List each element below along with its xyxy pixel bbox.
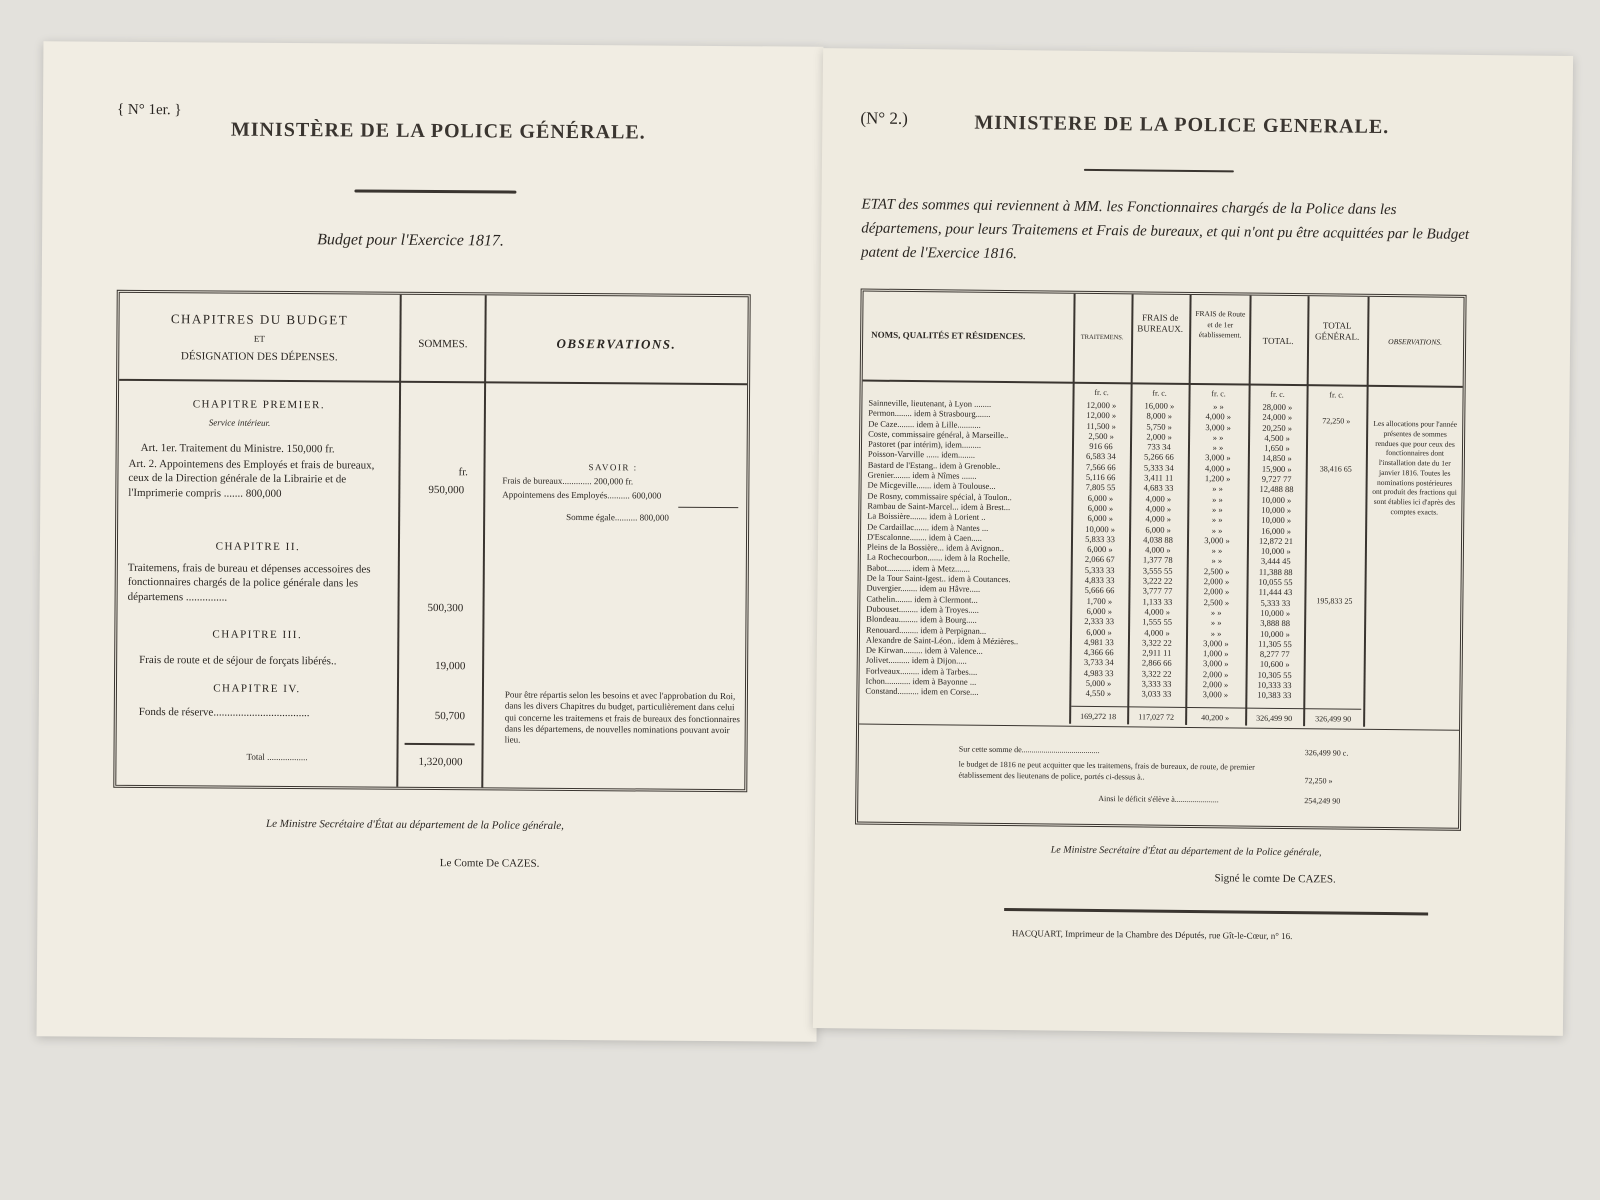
row-value: 10,000 » — [1261, 514, 1292, 526]
printer-rule — [1004, 908, 1428, 915]
page-number-left: { N° 1er. } — [116, 101, 182, 119]
ch1-fr: fr. — [458, 466, 469, 479]
row-value: 24,000 » — [1262, 412, 1293, 423]
ch1-art1: Art. 1er. Traitement du Ministre. 150,000 fr. — [140, 441, 335, 456]
row-name: Bastard de l'Estang.. idem à Grenoble.. — [867, 459, 1001, 471]
ch2-title: CHAPITRE II. — [215, 540, 301, 554]
printer-imprint: HACQUART, Imprimeur de la Chambre des Députés, rue Gît-le-Cœur, n° 16. — [1011, 928, 1293, 942]
ch2-sum: 500,300 — [427, 601, 464, 615]
total-general-3: 195,833 25 — [1316, 596, 1353, 606]
row-value: 3,000 » — [1202, 689, 1229, 700]
row-value: 2,500 » — [1203, 565, 1230, 577]
row-value: » » — [1211, 524, 1223, 535]
row-value: 1,000 » — [1203, 648, 1229, 659]
row-value: 2,000 » — [1203, 576, 1230, 587]
row-name: Blondeau......... idem à Bourg..... — [866, 613, 977, 625]
etat-rows-body — [863, 398, 1306, 701]
ch4-sum: 50,700 — [434, 710, 466, 723]
row-name: De Cardaillac....... idem à Nantes ... — [867, 521, 989, 533]
ch4-text: Fonds de réserve................................... — [138, 705, 310, 720]
left-page — [37, 41, 824, 1041]
row-value: 8,277 77 — [1259, 648, 1290, 660]
ch1-art2: Art. 2. Appointemens des Employés et frais de bureaux, ceux de la Direction générale de la Librairie et de l'Imprimerie compris ....... 800,000 — [128, 457, 375, 500]
row-name: De Micgeville....... idem à Toulouse... — [867, 479, 996, 492]
row-value: 10,055 55 — [1258, 576, 1293, 588]
row-value: 16,000 » — [1144, 400, 1175, 411]
etat-description: ETAT des sommes qui reviennent à MM. les Fonctionnaires chargés de la Police dans les départemens, pour leurs Traitemens et Frais de bureaux, et qui n'ont pu être acquittées par le Budget patent de l'Exercice 1816. — [860, 196, 1470, 263]
row-value: » » — [1210, 617, 1222, 628]
row-value: 3,733 34 — [1083, 657, 1114, 668]
budget-title: Budget pour l'Exercice 1817. — [317, 231, 504, 250]
row-value: 5,750 » — [1146, 421, 1173, 432]
row-value: 4,038 88 — [1143, 534, 1173, 545]
head-total: TOTAL. — [1262, 335, 1294, 347]
head-observations: OBSERVATIONS. — [556, 335, 677, 352]
row-value: 1,650 » — [1264, 442, 1290, 454]
col-divider-2 — [481, 295, 486, 787]
ministry-title-right: MINISTERE DE LA POLICE GENERALE. — [974, 111, 1390, 139]
head-sommes: SOMMES. — [418, 337, 468, 351]
sum-total: 326,499 90 — [1256, 713, 1293, 724]
row-name: D'Escalonne........ idem à Caen..... — [866, 531, 982, 543]
row-value: 2,500 » — [1088, 430, 1114, 442]
row-value: » » — [1211, 545, 1223, 556]
row-value: 4,833 33 — [1084, 574, 1115, 586]
head-observations-right: OBSERVATIONS. — [1388, 337, 1443, 347]
sum-etablissement: 40,200 » — [1201, 713, 1230, 723]
units-frais: fr. c. — [1152, 388, 1167, 398]
total-label: Total .................. — [246, 751, 308, 763]
row-name: Pastoret (par intérim), idem......... — [867, 438, 982, 450]
row-value: » » — [1210, 627, 1222, 638]
row-value: 4,000 » — [1145, 513, 1172, 525]
ch1-sum: 950,000 — [428, 483, 465, 497]
row-value: 1,133 33 — [1142, 596, 1173, 607]
row-value: 4,000 » — [1205, 411, 1232, 422]
row-value: 4,000 » — [1144, 606, 1171, 617]
foot-line-3: Ainsi le déficit s'élève à...................... — [1098, 794, 1219, 805]
title-rule-right — [1084, 169, 1234, 173]
row-value: » » — [1212, 493, 1223, 504]
etat-table — [855, 289, 1467, 831]
row-name: Pleins de la Bossière... idem à Avignon.. — [866, 541, 1004, 554]
row-name: Babot........... idem à Metz....... — [866, 562, 970, 574]
ministry-title-left: MINISTÈRE DE LA POLICE GÉNÉRALE. — [230, 118, 646, 144]
etat-col-6 — [1363, 297, 1370, 727]
row-value: » » — [1213, 401, 1224, 412]
row-value: » » — [1212, 483, 1223, 494]
row-value: 4,000 » — [1145, 493, 1172, 504]
etat-observation: Les allocations pour l'année présentes de sommes rendues que pour ceux des fonctionnaires dont l'installation date du 1er janvier 1816. Toutes les nominations postérieures ont produit des fractions qui sont établies ici d'après des comptes exacts. — [1372, 418, 1458, 517]
row-value: 2,911 11 — [1142, 647, 1172, 658]
row-value: 5,833 33 — [1085, 533, 1115, 545]
row-value: 3,322 22 — [1142, 637, 1172, 648]
row-name: Coste, commissaire général, à Marseille.. — [868, 428, 1009, 440]
etat-bottom-rule — [859, 724, 1459, 731]
row-value: » » — [1212, 432, 1224, 443]
row-name: Grenier........ idem à Nîmes ....... — [867, 469, 977, 481]
row-value: » » — [1211, 514, 1223, 525]
row-value: 7,566 66 — [1085, 461, 1116, 472]
row-value: » » — [1210, 607, 1222, 618]
row-value: 1,700 » — [1086, 595, 1113, 606]
row-value: 4,550 » — [1085, 688, 1112, 699]
total-sum: 1,320,000 — [418, 755, 463, 769]
signature-line-left: Le Ministre Secrétaire d'État au département de la Police générale, — [265, 817, 564, 832]
signature-line-right: Le Ministre Secrétaire d'État au département de la Police générale, — [1050, 844, 1322, 859]
units-etablissement: fr. c. — [1211, 389, 1226, 399]
row-value: 3,777 77 — [1142, 585, 1173, 597]
row-value: 2,333 33 — [1084, 616, 1115, 627]
head-noms: NOMS, QUALITÉS ET RÉSIDENCES. — [871, 329, 1026, 342]
total-general-2: 38,416 65 — [1319, 464, 1352, 474]
row-name: Cathelin........ idem à Clermont... — [866, 593, 978, 605]
row-value: 10,383 33 — [1257, 689, 1292, 701]
row-name: La Boissière........ idem à Lorient .. — [867, 510, 986, 523]
row-value: 10,333 33 — [1257, 679, 1292, 691]
row-name: Rambau de Saint-Marcel... idem à Brest... — [867, 500, 1011, 513]
signature-name-left: Le Comte De CAZES. — [439, 857, 540, 870]
row-value: 9,727 77 — [1261, 473, 1292, 485]
row-value: 916 66 — [1089, 441, 1113, 452]
row-value: 3,000 » — [1203, 637, 1229, 649]
head-traitemens: TRAITEMENS. — [1080, 333, 1124, 342]
row-value: 3,333 33 — [1141, 678, 1172, 689]
foot-line-1: Sur cette somme de....................................... — [958, 744, 1100, 756]
ch1-subtitle: Service intérieur. — [208, 417, 271, 428]
row-name: De Caze........ idem à Lille........... — [868, 418, 981, 430]
row-value: 2,866 66 — [1141, 657, 1172, 669]
row-value: 3,888 88 — [1260, 617, 1291, 629]
row-value: 10,000 » — [1085, 523, 1116, 534]
row-value: 11,500 » — [1086, 420, 1116, 431]
row-value: 10,000 » — [1260, 545, 1291, 557]
row-value: 5,333 33 — [1084, 564, 1115, 575]
row-name: Jolivet.......... idem à Dijon..... — [865, 655, 967, 667]
head-chapitres-1: CHAPITRES DU BUDGET — [170, 311, 349, 328]
ch4-observation: Pour être répartis selon les besoins et avec l'approbation du Roi, dans les divers Chapitres du budget, particulièrement dans celui qui concerne les traitemens et frais de bureaux des fonctionnaires dans les départemens, de nouvelles nominations pouvant avoir lieu. — [504, 689, 740, 745]
row-value: 14,850 » — [1261, 453, 1292, 464]
row-name: De Kirwan......... idem à Valence... — [865, 644, 983, 656]
obs-rule — [678, 507, 738, 508]
row-value: 8,000 » — [1146, 410, 1173, 422]
header-rule — [119, 379, 747, 385]
row-value: 5,116 66 — [1085, 471, 1116, 483]
obs-savoir: SAVOIR : — [588, 462, 638, 473]
row-value: 4,000 » — [1144, 627, 1170, 638]
row-value: 6,000 » — [1086, 605, 1113, 617]
right-page — [813, 48, 1573, 1036]
row-value: » » — [1212, 442, 1224, 453]
row-name: Dubouset......... idem à Troyes..... — [866, 603, 979, 615]
ch1-title: CHAPITRE PREMIER. — [192, 398, 326, 412]
head-chapitres-3: DÉSIGNATION DES DÉPENSES. — [180, 350, 338, 364]
row-value: 4,000 » — [1145, 544, 1171, 555]
etat-header-rule — [863, 380, 1463, 388]
row-value: 12,000 » — [1086, 399, 1117, 411]
row-value: 2,066 67 — [1084, 554, 1115, 565]
row-name: Alexandre de Saint-Léon.. idem à Mézières.. — [865, 634, 1019, 647]
total-general-1: 72,250 » — [1322, 416, 1351, 426]
row-value: 1,555 55 — [1142, 616, 1173, 628]
row-value: 3,000 » — [1205, 421, 1232, 432]
row-value: 4,683 33 — [1143, 482, 1174, 494]
row-name: Ichon............ idem à Bayonne ... — [865, 675, 977, 687]
ch3-title: CHAPITRE III. — [212, 628, 303, 642]
row-value: 6,583 34 — [1085, 451, 1116, 462]
row-value: 20,250 » — [1262, 422, 1293, 433]
row-value: 3,322 22 — [1141, 668, 1172, 679]
obs-appointemens: Appointemens des Employés.......... 600,000 — [502, 489, 662, 501]
page-number-right: (N° 2.) — [860, 108, 908, 128]
row-value: 15,900 » — [1261, 463, 1292, 474]
budget-table — [113, 290, 750, 792]
row-value: 10,600 » — [1259, 659, 1290, 670]
row-value: 2,000 » — [1202, 668, 1229, 680]
row-value: 6,000 » — [1087, 544, 1113, 555]
row-value: » » — [1211, 555, 1223, 566]
row-value: 3,444 45 — [1260, 556, 1291, 567]
row-name: Duvergier........ idem au Hâvre..... — [866, 582, 981, 595]
row-value: 5,000 » — [1085, 677, 1112, 689]
row-value: 4,000 » — [1145, 503, 1172, 514]
head-frais-bureaux: FRAIS de BUREAUX. — [1137, 312, 1184, 335]
row-value: 10,000 » — [1261, 494, 1292, 505]
sum-frais: 117,027 72 — [1138, 712, 1175, 722]
row-value: 5,266 66 — [1143, 451, 1174, 463]
foot-value-1: 326,499 90 c. — [1304, 748, 1349, 758]
row-value: 28,000 » — [1262, 401, 1293, 413]
row-value: 4,500 » — [1264, 432, 1290, 443]
row-value: 2,000 » — [1203, 586, 1230, 597]
foot-value-3: 254,249 90 — [1304, 796, 1341, 806]
foot-value-2: 72,250 » — [1304, 776, 1333, 786]
ch4-title: CHAPITRE IV. — [213, 682, 301, 696]
row-value: 12,872 21 — [1258, 535, 1294, 546]
row-value: 12,000 » — [1086, 410, 1117, 421]
row-value: 1,200 » — [1204, 473, 1231, 484]
row-value: 6,000 » — [1087, 513, 1114, 524]
ch3-text: Frais de route et de séjour de forçats libérés.. — [139, 653, 337, 668]
row-value: 3,411 11 — [1144, 472, 1174, 483]
row-name: De la Tour Saint-Igest.. idem à Coutances. — [866, 572, 1011, 585]
row-value: 733 34 — [1147, 441, 1171, 452]
row-name: Permon........ idem à Strasbourg....... — [868, 407, 991, 420]
head-chapitres-2: ET — [253, 333, 265, 344]
ch2-text: Traitemens, frais de bureau et dépenses accessoires des fonctionnaires chargés de la police générale dans les départemens ............... — [127, 561, 371, 604]
row-value: 16,000 » — [1261, 525, 1292, 536]
row-name: Constand.......... idem en Corse.... — [865, 685, 979, 698]
row-name: Sainneville, lieutenant, à Lyon ........ — [868, 397, 992, 409]
etat-rows — [863, 398, 1306, 701]
row-value: 3,000 » — [1204, 534, 1230, 546]
row-value: 2,500 » — [1203, 596, 1230, 608]
row-value: 12,488 88 — [1259, 484, 1294, 495]
sum-total-general: 326,499 90 — [1315, 714, 1352, 724]
row-value: 6,000 » — [1087, 492, 1114, 503]
row-value: 4,983 33 — [1083, 667, 1114, 678]
units-total-general: fr. c. — [1329, 390, 1344, 400]
row-value: 10,000 » — [1261, 504, 1292, 515]
row-value: 3,222 22 — [1142, 575, 1173, 586]
row-value: 10,305 55 — [1257, 669, 1292, 680]
row-name: La Rochecourbon....... idem à la Rochelle. — [866, 552, 1011, 564]
row-value: 11,388 88 — [1258, 566, 1293, 577]
sum-traitemens: 169,272 18 — [1080, 711, 1117, 722]
row-value: 3,033 33 — [1141, 688, 1172, 700]
head-frais-etablissement: FRAIS de Route et de 1er établissement. — [1195, 309, 1246, 340]
head-total-general: TOTAL GÉNÉRAL. — [1314, 320, 1360, 342]
row-value: 3,555 55 — [1142, 565, 1173, 576]
row-value: 10,000 » — [1260, 628, 1290, 639]
units-total: fr. c. — [1270, 389, 1285, 399]
row-value: 3,000 » — [1205, 452, 1231, 463]
row-value: 6,000 » — [1087, 502, 1114, 514]
title-rule-left — [354, 189, 516, 193]
row-value: 2,000 » — [1146, 431, 1172, 442]
row-name: Poisson-Varville ...... idem........ — [867, 449, 976, 461]
row-name: De Rosny, commissaire spécial, à Toulon.. — [867, 490, 1012, 502]
row-value: 6,000 » — [1145, 524, 1171, 535]
etat-sum-rule — [1071, 706, 1361, 710]
row-value: 10,000 » — [1260, 607, 1291, 618]
row-value: 4,981 33 — [1084, 636, 1114, 648]
row-value: 2,000 » — [1202, 679, 1229, 690]
row-value: 4,366 66 — [1083, 646, 1114, 658]
row-value: 4,000 » — [1204, 462, 1231, 474]
row-value: » » — [1211, 504, 1223, 515]
units-traitemens: fr. c. — [1094, 387, 1109, 398]
row-value: 5,333 33 — [1260, 597, 1291, 608]
total-rule — [405, 743, 475, 745]
row-value: 1,377 78 — [1142, 554, 1173, 566]
row-value: 7,805 55 — [1085, 482, 1116, 493]
row-value: 5,666 66 — [1084, 585, 1115, 596]
obs-somme: Somme égale.......... 800,000 — [566, 511, 669, 523]
row-value: 11,305 55 — [1258, 638, 1292, 649]
signature-name-right: Signé le comte De CAZES. — [1214, 872, 1336, 886]
row-value: 6,000 » — [1086, 626, 1112, 637]
row-value: 5,333 34 — [1143, 462, 1174, 473]
row-value: 3,000 » — [1202, 658, 1229, 669]
row-name: Forlveaux......... idem à Tarbes.... — [865, 665, 978, 677]
obs-frais: Frais de bureaux............. 200,000 fr. — [502, 475, 634, 487]
row-value: 11,444 43 — [1258, 587, 1293, 598]
row-name: Renouard......... idem à Perpignan... — [866, 624, 987, 636]
foot-line-2: le budget de 1816 ne peut acquitter que les traitemens, frais de bureaux, de route, de premier établissement des lieutenans de police, portés ci-dessus à.. — [958, 759, 1255, 782]
ch3-sum: 19,000 — [435, 660, 466, 673]
